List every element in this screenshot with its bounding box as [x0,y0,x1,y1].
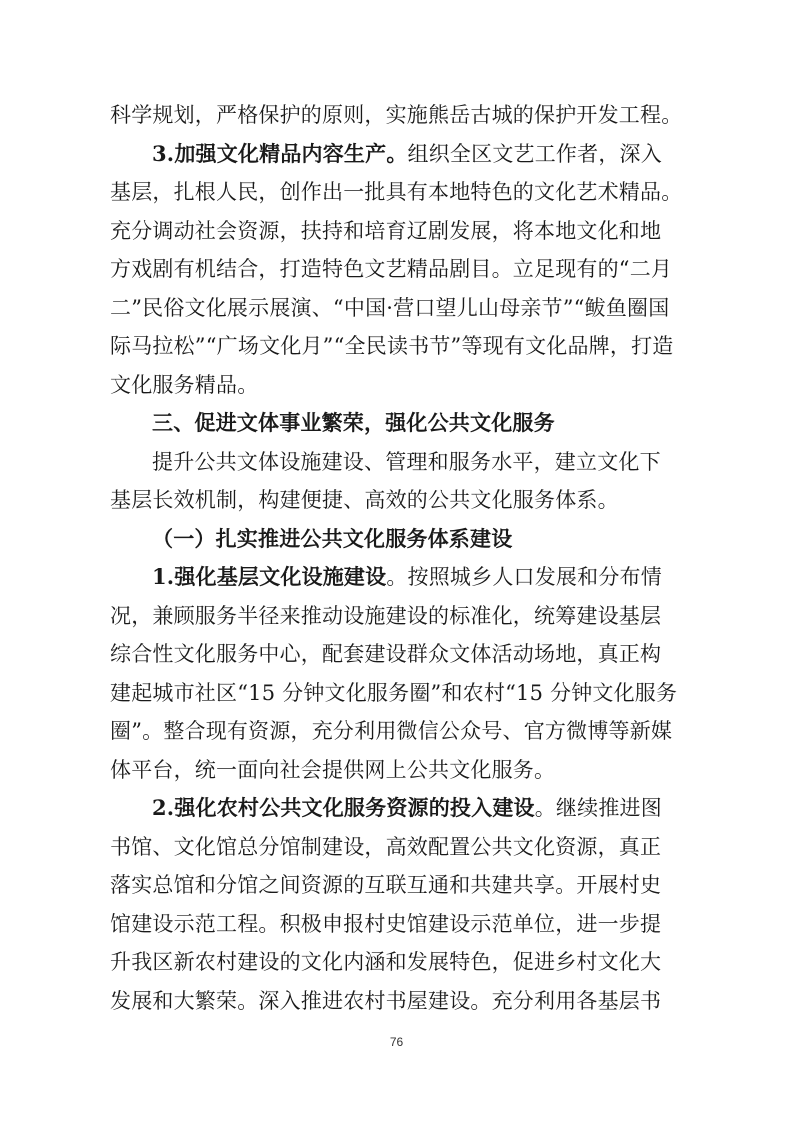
subsection-heading: （一）扎实推进公共文化服务体系建设 [152,526,513,551]
body-text-line: 二”民俗文化展示展演、“中国·营口望儿山母亲节”“鲅鱼圈国 [110,295,670,320]
body-text-line: 文化服务精品。 [110,372,259,397]
body-text-line: 馆建设示范工程。积极申报村史馆建设示范单位，进一步提 [110,911,662,936]
body-text-line: 建起城市社区“15 分钟文化服务圈”和农村“15 分钟文化服务 [110,680,678,705]
body-text-line: 体平台，统一面向社会提供网上公共文化服务。 [110,757,556,782]
body-text-line: 提升公共文体设施建设、管理和服务水平，建立文化下 [152,449,661,474]
body-text-line: 方戏剧有机结合，打造特色文艺精品剧目。立足现有的“二月 [110,257,673,281]
subheading-inline: 1.强化基层文化设施建设 [152,564,387,589]
body-text: 组织全区文艺工作者，深入 [407,141,662,166]
body-text-line [110,558,684,597]
page-number: 76 [389,1035,404,1049]
body-text-line [110,789,684,828]
body-text-line: 基层，扎根人民，创作出一批具有本地特色的文化艺术精品。 [110,180,683,204]
body-text-line: 综合性文化服务中心，配套建设群众文体活动场地，真正构 [110,642,662,666]
document-page [110,96,684,1020]
body-text-line: 况，兼顾服务半径来推动设施建设的标准化，统筹建设基层 [110,603,662,628]
body-text-line: 书馆、文化馆总分馆制建设，高效配置公共文化资源，真正 [110,834,662,859]
body-text: 。继续推进图 [534,796,662,820]
subheading-inline: 3.加强文化精品内容生产。 [152,140,408,166]
body-text-line: 升我区新农村建设的文化内涵和发展特色，促进乡村文化大 [110,950,662,974]
body-text-line: 际马拉松”“广场文化月”“全民读书节”等现有文化品牌，打造 [110,334,674,358]
body-text-line: 圈”。整合现有资源，充分利用微信公众号、官方微博等新媒 [110,719,673,743]
body-text: 。按照城乡人口发展和分布情 [386,565,662,589]
body-text-line [110,135,684,174]
body-text-line: 科学规划，严格保护的原则，实施熊岳古城的保护开发工程。 [110,103,683,127]
subheading-inline: 2.强化农村公共文化服务资源的投入建设 [152,795,535,820]
body-text-line: 发展和大繁荣。深入推进农村书屋建设。充分利用各基层书 [110,988,662,1013]
body-text-line: 落实总馆和分馆之间资源的互联互通和共建共享。开展村史 [110,873,662,897]
section-heading: 三、促进文体事业繁荣，强化公共文化服务 [152,411,555,435]
body-text-line: 充分调动社会资源，扶持和培育辽剧发展，将本地文化和地 [110,218,662,243]
body-text-line: 基层长效机制，构建便捷、高效的公共文化服务体系。 [110,488,619,512]
